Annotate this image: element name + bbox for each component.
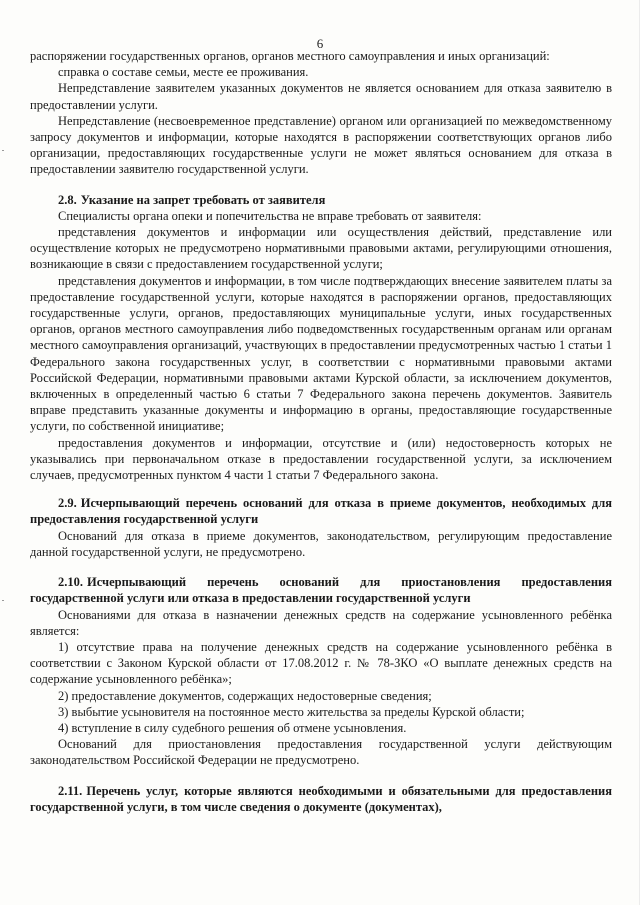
paragraph: представления документов и информации или осуществления действий, представление или осуществление которых не предусмотрено нормативными правовыми актами, регулирующими отношения, возникающие в связи с предоставлением государственной услуги;	[30, 225, 612, 272]
paragraph: представления документов и информации, в том числе подтверждающих внесение заявителем платы за предоставление государственной услуги, которые находятся в распоряжении органов, предоставляющих государственные услуги, органов, предоставляющих муниципальные услуги, иных государственных органов, органов местного самоуправления либо подведомственных государственным органам или органам местного самоуправления организаций, участвующих в предоставлении предусмотренных частью 1 статьи 1 Федерального закона государственных услуг, в соответствии с нормативными правовыми актами Российской Федерации, нормативными правовыми актами Курской области, за исключением документов, включенных в определенный частью 6 статьи 7 Федерального закона перечень документов. Заявитель вправе представить указанные документы и информацию в органы, предоставляющие государственные услуги, по собственной инициативе;	[30, 273, 612, 434]
section-heading-2-8	[30, 192, 612, 208]
paragraph: распоряжении государственных органов, органов местного самоуправления и иных организаций:	[30, 49, 550, 63]
margin-mark	[2, 150, 4, 151]
list-item: 2) предоставление документов, содержащих недостоверные сведения;	[58, 688, 432, 703]
document-body	[30, 48, 612, 815]
section-number: 2.11.	[58, 783, 83, 798]
paragraph: Непредставление (несвоевременное представление) органом или организацией по межведомственному запросу документов и информации, которые находятся в распоряжении соответствующих органов либо организации, предоставляющих государственные услуги не может являться основанием для отказа в предоставлении заявителю государственной услуги.	[30, 113, 612, 177]
section-title: Исчерпывающий перечень оснований для отказа в приеме документов, необходимых для предоставления государственной услуги	[30, 496, 612, 527]
list-item: 4) вступление в силу судебного решения об отмене усыновления.	[58, 720, 407, 735]
section-title: Перечень услуг, которые являются необходимыми и обязательными для предоставления государственной услуги, в том числе сведения о документе (документах),	[30, 783, 612, 814]
paragraph: Основаниями для отказа в назначении денежных средств на содержание усыновленного ребёнка является:	[30, 607, 612, 638]
list-item: 3) выбытие усыновителя на постоянное место жительства за пределы Курской области;	[58, 704, 525, 719]
section-heading-2-9	[30, 495, 612, 527]
section-number: 2.10.	[58, 575, 83, 590]
section-heading-2-10	[30, 574, 612, 606]
section-heading-2-11	[30, 783, 612, 815]
paragraph: предоставления документов и информации, отсутствие и (или) недостоверность которых не указывались при первоначальном отказе в предоставлении государственной услуги, за исключением случаев, предусмотренных пунктом 4 части 1 статьи 7 Федерального закона.	[30, 435, 612, 483]
section-title: Указание на запрет требовать от заявителя	[80, 192, 326, 207]
paragraph: Оснований для отказа в приеме документов, законодательством, регулирующим предоставление данной государственной услуги, не предусмотрено.	[30, 528, 612, 559]
section-title: Исчерпывающий перечень оснований для приостановления предоставления государственной услуги или отказа в предоставлении государственной услуги	[30, 575, 612, 606]
paragraph: Непредставление заявителем указанных документов не является основанием для отказа заявителю в предоставлении услуги.	[30, 81, 612, 112]
paragraph: Оснований для приостановления предоставления государственной услуги действующим законодательством Российской Федерации не предусмотрено.	[30, 737, 612, 768]
paragraph: Специалисты органа опеки и попечительства не вправе требовать от заявителя:	[58, 208, 482, 223]
list-item: 1) отсутствие права на получение денежных средств на содержание усыновленного ребёнка в соответствии с Законом Курской области от 17.08.2012 г. № 78-ЗКО «О выплате денежных средств на содержание усыновленного ребёнка»;	[30, 639, 612, 687]
paragraph: справка о составе семьи, месте ее проживания.	[58, 65, 309, 80]
section-number: 2.8.	[58, 192, 77, 207]
page-number: 6	[316, 36, 324, 51]
section-number: 2.9.	[58, 496, 77, 511]
margin-mark	[2, 600, 4, 601]
